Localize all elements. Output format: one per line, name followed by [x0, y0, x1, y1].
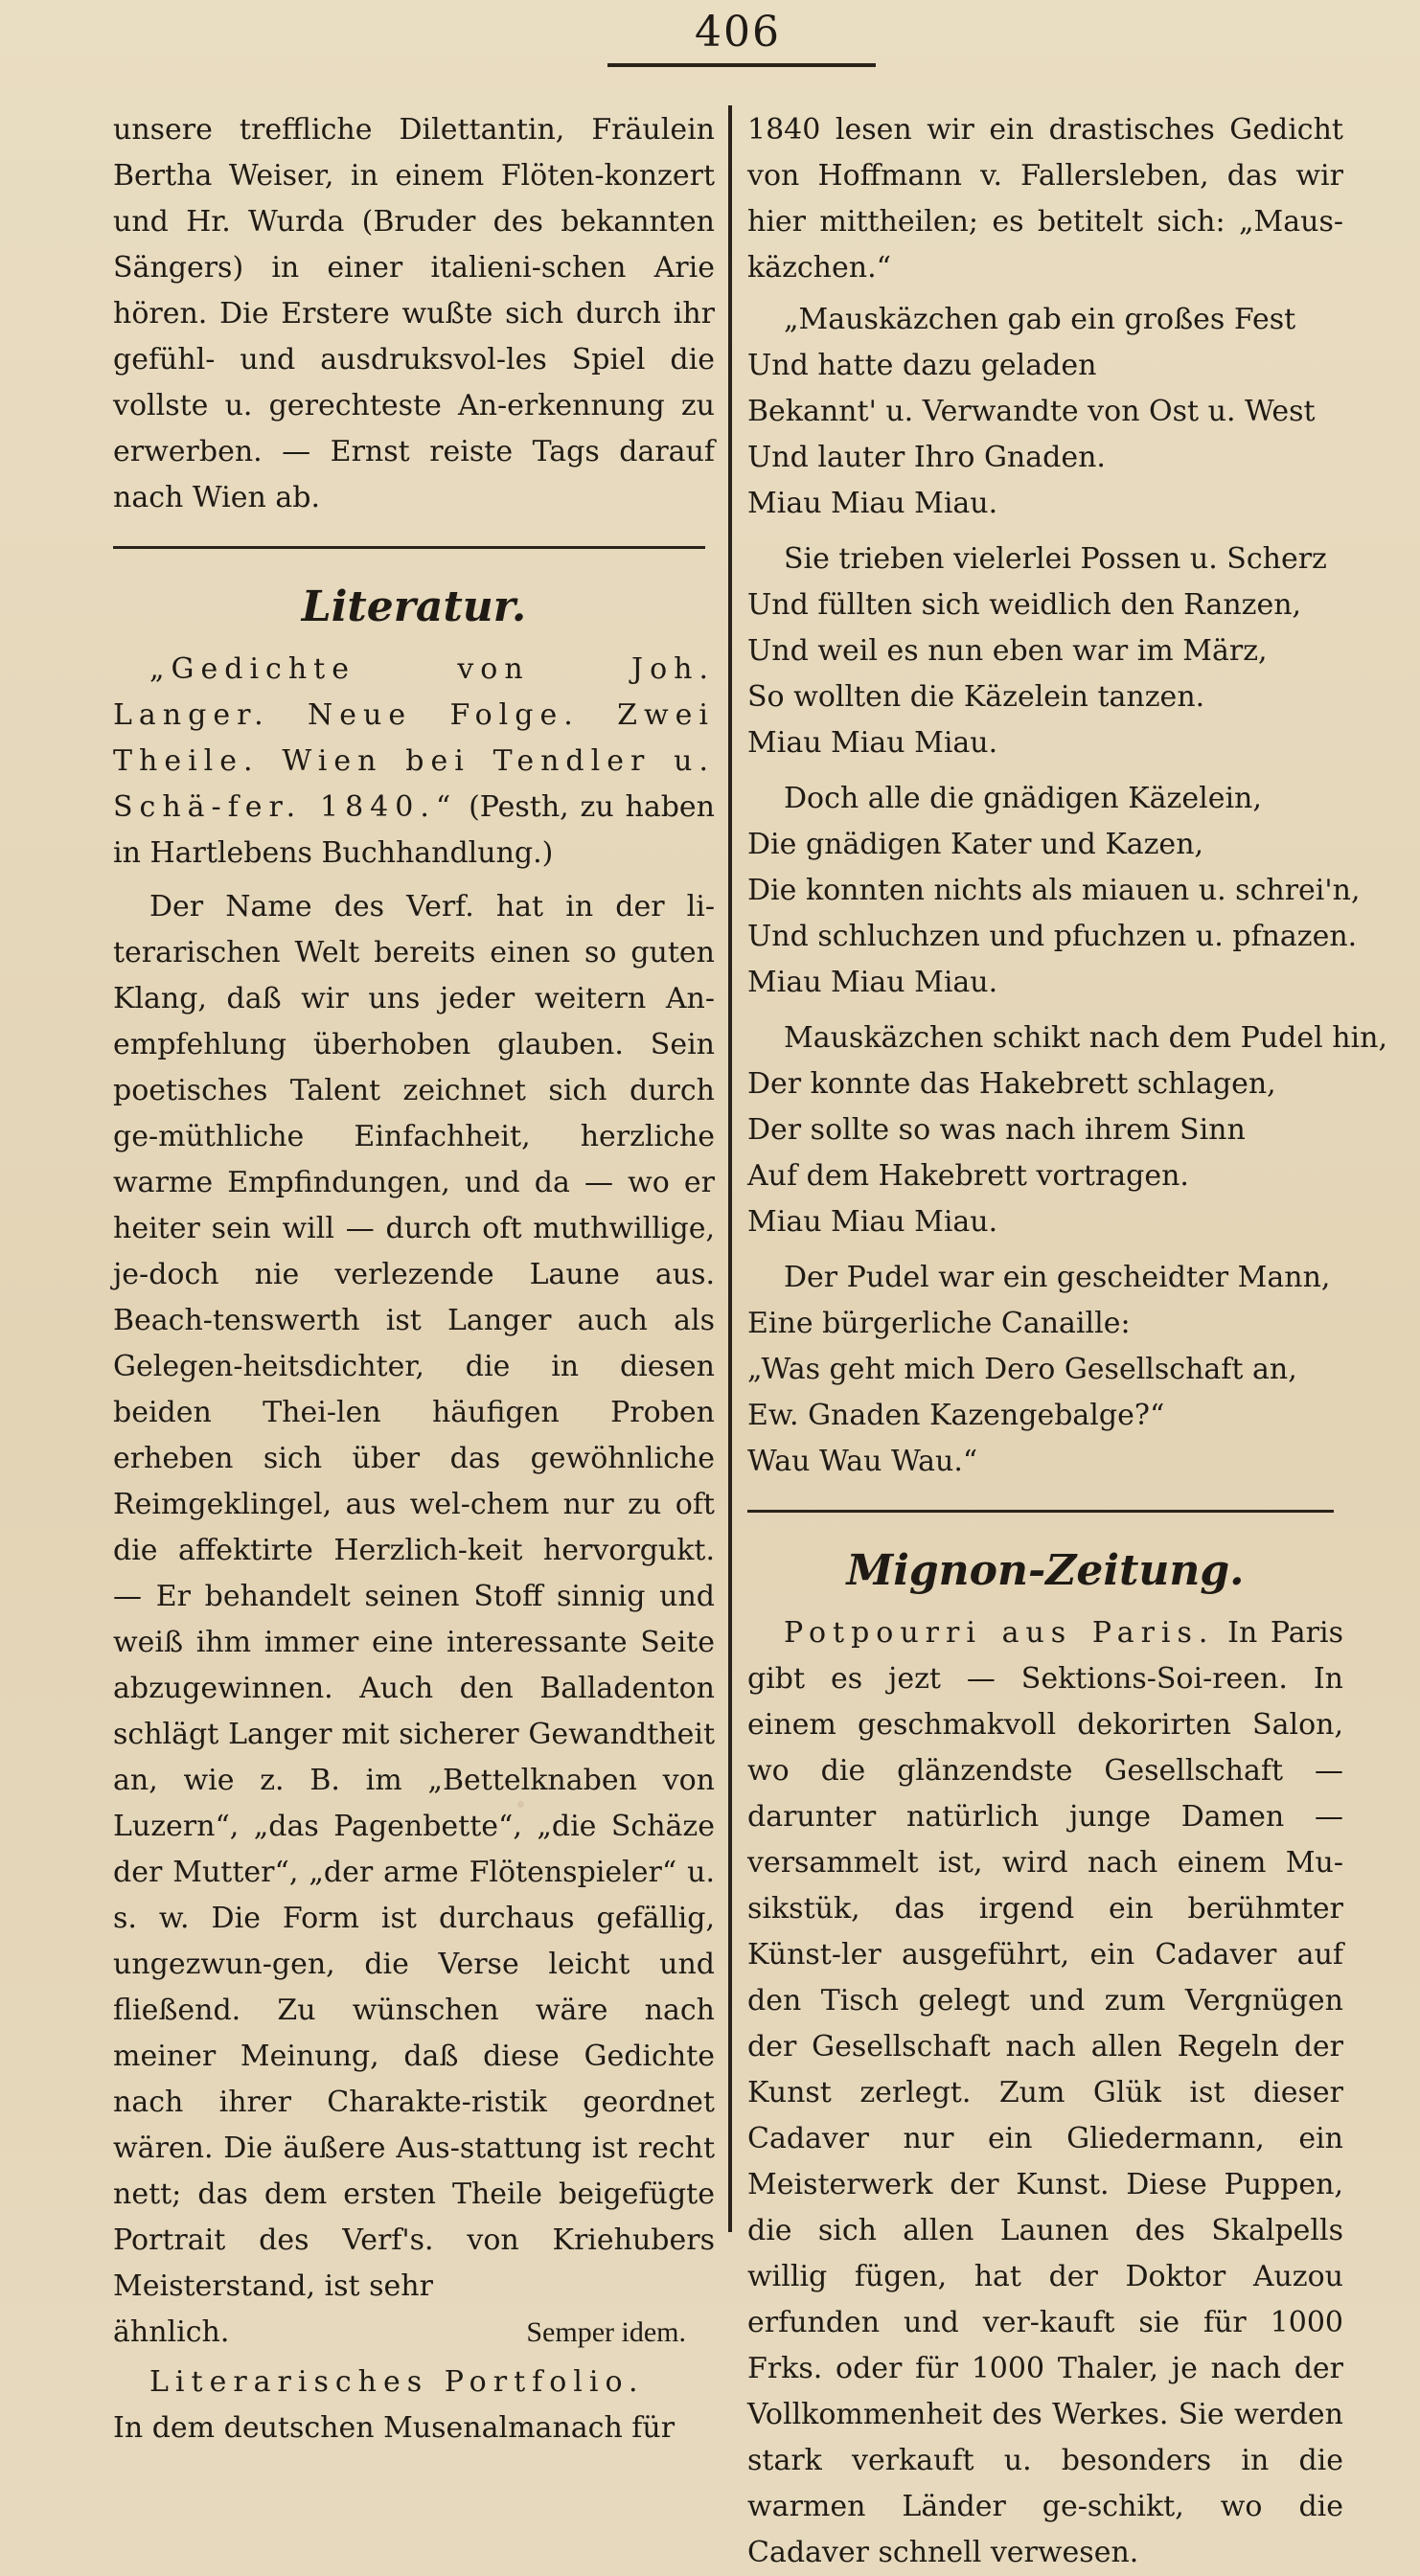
- poem-line: Mauskäzchen schikt nach dem Pudel hin,: [784, 1021, 1387, 1055]
- poem-line: Bekannt' u. Verwandte von Ost u. West: [747, 395, 1316, 428]
- review-closing-line: [113, 2310, 715, 2356]
- poem-line: „Mauskäzchen gab ein großes Fest: [784, 303, 1296, 336]
- mignon-zeitung-heading: Mignon-Zeitung.: [846, 1546, 1245, 1595]
- poem-line: Die gnädigen Kater und Kazen,: [747, 828, 1204, 861]
- review-signature: Semper idem.: [526, 2316, 686, 2348]
- poem-line: So wollten die Käzelein tanzen.: [747, 680, 1205, 714]
- poem-line: Und lauter Ihro Gnaden.: [747, 441, 1106, 474]
- article-body: In Paris gibt es jezt — Sektions-Soi-reen. In einem geschmakvoll dekorirten Salon, wo die glänzendste Gesellschaft — darunter natürlich junge Damen — versammelt ist, wird nach einem Mu-sikstük, das irgend ein berühmter Künst-ler ausgeführt, ein Cadaver auf den Tisch gelegt und zum Vergnügen der Gesellschaft nach allen Regeln der Kunst zerlegt. Zum Glük ist dieser Cadaver nur ein Gliedermann, ein Meisterwerk der Kunst. Diese Puppen, die sich allen Launen des Skalpells willig fügen, hat der Doktor Auzou erfunden und ver-kauft sie für 1000 Frks. oder für 1000 Thaler, je nach der Vollkommenheit des Werkes. Sie werden stark verkauft u. besonders in die warmen Länder ge-schikt, wo die Cadaver schnell verwesen.: [747, 1616, 1343, 2569]
- poem-line: Eine bürgerliche Canaille:: [747, 1307, 1131, 1340]
- poem-line: Der Pudel war ein gescheidter Mann,: [784, 1261, 1331, 1294]
- header-rule: [607, 63, 876, 67]
- right-column: [747, 107, 1387, 2576]
- poem-line: Und füllten sich weidlich den Ranzen,: [747, 588, 1302, 622]
- poem-line: Der sollte so was nach ihrem Sinn: [747, 1113, 1246, 1147]
- book-citation: [113, 647, 715, 877]
- poem-line: Und schluchzen und pfuchzen u. pfnazen.: [747, 920, 1358, 953]
- poem-stanza: [747, 297, 1343, 527]
- poem-refrain: Wau Wau Wau.“: [747, 1445, 978, 1478]
- left-column: [113, 107, 715, 2451]
- poem-stanza: [747, 1255, 1343, 1485]
- poem-line: Und hatte dazu geladen: [747, 349, 1097, 382]
- poem-refrain: Miau Miau Miau.: [747, 487, 998, 520]
- article-lead: Potpourri aus Paris.: [784, 1616, 1215, 1650]
- concert-report-ending: unsere treffliche Dilettantin, Fräulein Bertha Weiser, in einem Flöten-konzert und Hr. Wurda (Bruder des bekannten Sängers) in einer italieni-schen Arie hören. Die Erstere wußte sich durch ihr gefühl- und ausdruksvol-les Spiel die vollste u. gerechteste An-erkennung zu erwerben. — Ernst reiste Tags darauf nach Wien ab.: [113, 113, 715, 514]
- poem-stanza: [747, 776, 1361, 1006]
- poem-line: Sie trieben vielerlei Possen u. Scherz: [784, 542, 1327, 576]
- paris-article: [747, 1610, 1343, 2576]
- column-divider: [728, 105, 732, 2232]
- portfolio-start: In dem deutschen Musenalmanach für: [113, 2411, 676, 2445]
- poem-stanza: [747, 1015, 1387, 1245]
- book-review: Der Name des Verf. hat in der li-terarischen Welt bereits einen so guten Klang, daß wir uns jeder weitern An-empfehlung überhoben glauben. Sein poetisches Talent zeichnet sich durch ge-müthliche Einfachheit, herzliche warme Empfindungen, und da — wo er heiter sein will — durch oft muthwillige, je-doch nie verlezende Laune aus. Beach-tenswerth ist Langer auch als Gelegen-heitsdichter, die in diesen beiden Thei-len häufigen Proben erheben sich über das gewöhnliche Reimgeklingel, aus wel-chem nur zu oft die affektirte Herzlich-keit hervorgukt. — Er behandelt seinen Stoff sinnig und weiß ihm immer eine interessante Seite abzugewinnen. Auch den Balladenton schlägt Langer mit sicherer Gewandtheit an, wie z. B. im „Bettelknaben von Luzern“, „das Pagenbette“, „die Schäze der Mutter“, „der arme Flötenspieler“ u. s. w. Die Form ist durchaus gefällig, ungezwun-gen, die Verse leicht und fließend. Zu wünschen wäre nach meiner Meinung, daß diese Gedichte nach ihrer Charakte-ristik geordnet wären. Die äußere Aus-stattung ist recht nett; das dem ersten Theile beigefügte Portrait des Verf's. von Kriehubers Meisterstand, ist sehr: [113, 890, 715, 2303]
- poem-line: Auf dem Hakebrett vortragen.: [747, 1159, 1189, 1193]
- section-separator: [113, 546, 705, 549]
- poem-line: Der konnte das Hakebrett schlagen,: [747, 1067, 1276, 1101]
- portfolio-heading: Literarisches Portfolio.: [149, 2365, 645, 2399]
- poem-line: Und weil es nun eben war im März,: [747, 634, 1268, 668]
- poem-refrain: Miau Miau Miau.: [747, 726, 998, 760]
- poem-line: Ew. Gnaden Kazengebalge?“: [747, 1399, 1165, 1432]
- poem-line: Die konnten nichts als miauen u. schrei'n,: [747, 874, 1361, 907]
- poem-refrain: Miau Miau Miau.: [747, 966, 998, 999]
- literature-heading: Literatur.: [301, 582, 527, 631]
- poem-introduction: 1840 lesen wir ein drastisches Gedicht von Hoffmann v. Fallersleben, das wir hier mittheilen; es betitelt sich: „Maus-käzchen.“: [747, 113, 1343, 285]
- book-availability-note: (Pesth, zu haben in Hartlebens Buchhandlung.): [113, 790, 715, 870]
- poem-stanza: [747, 536, 1343, 766]
- poem-mauskaezchen: [747, 297, 1387, 1485]
- poem-line: Doch alle die gnädigen Käzelein,: [784, 782, 1262, 815]
- section-separator: [747, 1510, 1334, 1513]
- poem-line: „Was geht mich Dero Gesellschaft an,: [747, 1353, 1297, 1386]
- review-last-word: ähnlich.: [113, 2315, 230, 2349]
- page-number: 406: [695, 8, 781, 57]
- book-title: „Gedichte von Joh. Langer. Neue Folge. Zwei Theile. Wien bei Tendler u. Schä-fer. 1840.“: [113, 652, 715, 824]
- poem-refrain: Miau Miau Miau.: [747, 1205, 998, 1239]
